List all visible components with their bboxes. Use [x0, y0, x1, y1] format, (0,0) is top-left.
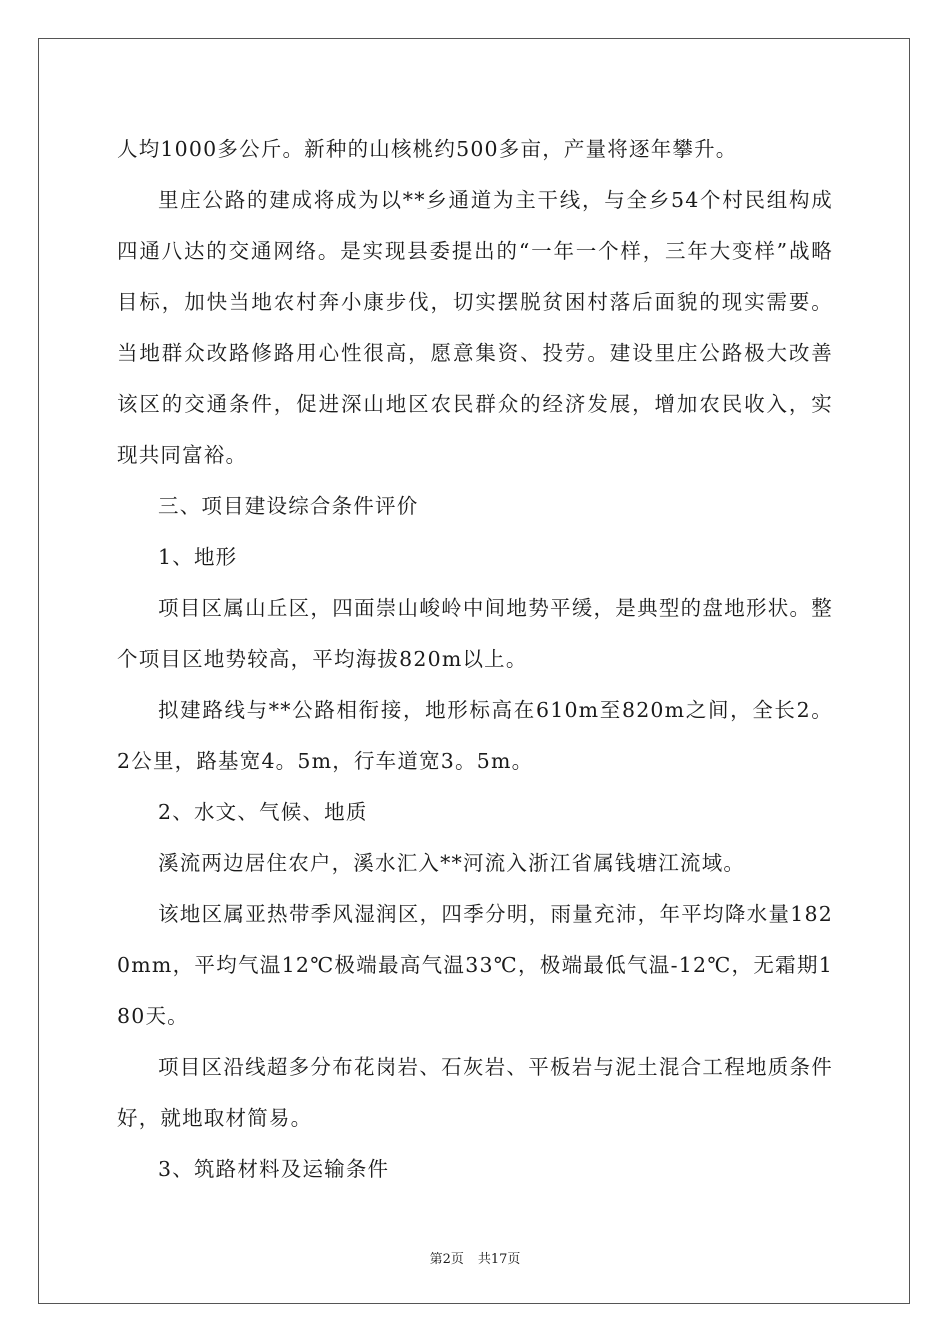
paragraph-stream: 溪流两边居住农户，溪水汇入**河流入浙江省属钱塘江流域。 — [158, 851, 746, 875]
paragraph-yield: 人均1000多公斤。新种的山核桃约500多亩，产量将逐年攀升。 — [117, 137, 738, 161]
paragraph-road-significance: 里庄公路的建成将成为以**乡通道为主干线，与全乡54个村民组构成四通八达的交通网络。是实现县委提出的“一年一个样，三年大变样”战略目标，加快当地农村奔小康步伐，切实摆脱贫困村落后面貌的现实需要。当地群众改路修路用心性很高，愿意集资、投劳。建设里庄公路极大改善该区的交通条件，促进深山地区农民群众的经济发展，增加农民收入，实现共同富裕。 — [117, 188, 833, 467]
paragraph-geology: 项目区沿线超多分布花岗岩、石灰岩、平板岩与泥土混合工程地质条件好，就地取材简易。 — [117, 1055, 833, 1130]
total-pages: 共17页 — [477, 1252, 521, 1267]
subheading-hydrology: 2、水文、气候、地质 — [158, 800, 368, 824]
page-number: 第2页 — [429, 1252, 464, 1267]
page-footer — [0, 1248, 950, 1267]
paragraph-terrain: 项目区属山丘区，四面崇山峻岭中间地势平缓，是典型的盘地形状。整个项目区地势较高，平均海拔820m以上。 — [117, 596, 833, 671]
subheading-terrain: 1、地形 — [158, 545, 238, 569]
subheading-materials: 3、筑路材料及运输条件 — [158, 1157, 390, 1181]
section-heading-conditions: 三、项目建设综合条件评价 — [158, 494, 419, 518]
paragraph-climate: 该地区属亚热带季风湿润区，四季分明，雨量充沛，年平均降水量1820mm，平均气温12℃极端最高气温33℃，极端最低气温-12℃，无霜期180天。 — [117, 902, 833, 1028]
document-body — [117, 124, 833, 1195]
paragraph-route: 拟建路线与**公路相衔接，地形标高在610m至820m之间，全长2。2公里，路基宽4。5m，行车道宽3。5m。 — [117, 698, 833, 773]
